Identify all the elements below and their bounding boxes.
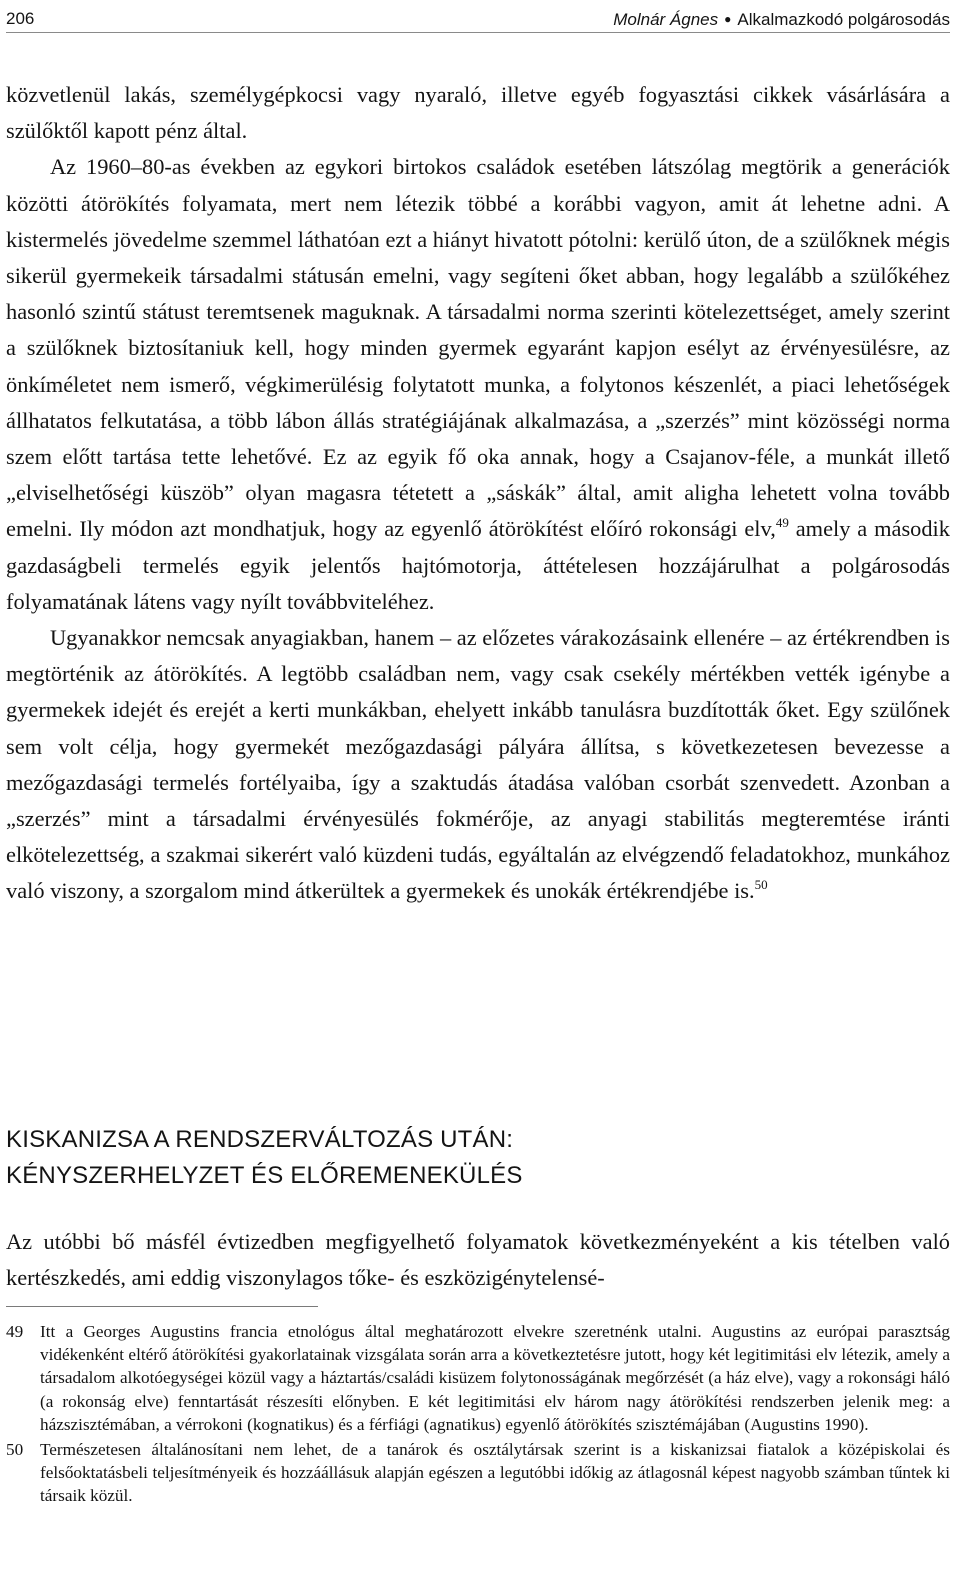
paragraph-2-text-a: Az 1960–80-as években az egykori birtokos családok esetében látszólag megtörik a generációk közötti átörökítés folyamata, mert nem létezik többé a korábbi vagyon, amit át lehetne adni. A kistermelés jövedelme szemmel láthatóan ezt a hiányt hivatott pótolni: kerülő úton, de a szülőknek mégis sikerül gyermekeik társadalmi státusán emelni, vagy segíteni őket abban, hogy legalább a szülőkéhez hasonló szintű státust teremtsenek maguknak. A társadalmi norma szerinti kötelezettséget, amely szerint a szülőknek biztosítaniuk kell, hogy minden gyermek egyaránt kapjon esélyt az érvényesülésre, az önkíméletet nem ismerő, végkimerülésig folytatott munka, a folytonos készenlét, a piaci lehetőségek állhatatos felkutatása, a több lábon állás stratégiájának alkalmazása, a „szerzés” mint közösségi norma szem előtt tartása tette lehetővé. Ez az egyik fő oka annak, hogy a Csajanov-féle, a munkát illető „elviselhetőségi küszöb” olyan magasra tétetett a „sáskák” által, amit aligha lehetett volna tovább emelni. Ily módon azt mondhatjuk, hogy az egyenlő átörökítést előíró rokonsági elv, xyxy=(6,154,950,542)
paragraph-3 xyxy=(6,620,950,910)
running-header xyxy=(6,6,950,33)
running-title xyxy=(613,6,950,33)
footnote-divider xyxy=(6,1306,318,1307)
bullet-separator: ● xyxy=(724,12,732,26)
section-intro-paragraph: Az utóbbi bő másfél évtizedben megfigyelhető folyamatok következményeként a kis tételben való kertészkedés, ami eddig viszonylagos tőke- és eszközigénytelensé- xyxy=(6,1229,950,1291)
section-heading-line-2: KÉNYSZERHELYZET ÉS ELŐREMENEKÜLÉS xyxy=(6,1162,523,1189)
paragraph-2 xyxy=(6,149,950,620)
paragraph-1: közvetlenül lakás, személygépkocsi vagy nyaraló, illetve egyéb fogyasztási cikkek vásárlására a szülőktől kapott pénz által. xyxy=(6,82,950,144)
footnote-text: Természetesen általánosítani nem lehet, de a tanárok és osztálytársak szerint is a kiskanizsai fiatalok a középiskolai és felsőoktatásbeli teljesítményeik és hozzáállásuk alapján egészen a legutóbbi időkig az átlagosnál képest nagyobb számban tűntek ki társaik közül. xyxy=(40,1440,950,1506)
footnote-number: 49 xyxy=(6,1322,24,1341)
page-number: 206 xyxy=(6,9,35,28)
footnote-number: 50 xyxy=(6,1440,24,1460)
footnote-50 xyxy=(6,1438,950,1508)
body-text xyxy=(6,77,950,910)
footnote-49 xyxy=(6,1320,950,1436)
paragraph-3-text: Ugyanakkor nemcsak anyagiakban, hanem – az előzetes várakozásaink ellenére – az értékrendben is megtörténik az átörökítés. A legtöbb családban nem, vagy csak csekély mértékben vették igénybe a gyermekek idejét és erejét a kerti munkákban, ehelyett inkább tanulásra buzdították őket. Egy szülőnek sem volt célja, hogy gyermekét mezőgazdasági pályára állítsa, s következetesen bevezesse a mezőgazdasági termelés fortélyaiba, így a szaktudás átadása valóban csorbát szenvedett. Azonban a „szerzés” mint a társadalmi érvényesülés fokmérője, az anyagi stabilitás megteremtése iránti elkötelezettség, a szakmai sikerért való küzdeni tudás, egyáltalán az elvégzendő feladatokhoz, munkához való viszony, a szorgalom mind átkerültek a gyermekek és unokák értékrendjébe is. xyxy=(6,625,950,904)
section-heading xyxy=(6,1122,950,1194)
footnote-text: Itt a Georges Augustins francia etnológus által meghatározott elvekre szeretnénk utalni. Augustins az európai parasztság vidékenként eltérő átörökítési gyakorlatainak vizsgálata során arra a következtetésre jutott, hogy két legitimitási elv létezik, amely a társadalom alkotóegységei közül vagy a háztartás/családi kisüzem folytonosságának megőrzését (a ház elve), vagy a rokonsági háló (a rokonság elve) fenntartását részesíti előnyben. E két legitimitási elv három nagy átörökítési rendszerben jelenik meg: a házszisztémában, a vérrokoni (kognatikus) és a férfiági (agnatikus) egyenlő átörökítés szisztémájában (Augustins 1990). xyxy=(40,1322,950,1434)
footnote-ref-49[interactable]: 49 xyxy=(775,515,789,531)
section-heading-line-1: KISKANIZSA A RENDSZERVÁLTOZÁS UTÁN: xyxy=(6,1126,514,1153)
footnote-ref-50[interactable]: 50 xyxy=(754,877,768,893)
footnotes xyxy=(6,1320,950,1510)
header-author: Molnár Ágnes xyxy=(613,10,719,29)
header-title: Alkalmazkodó polgárosodás xyxy=(737,10,950,29)
paragraph-2-text-b: amely a második gazdaságbeli termelés egyik jelentős hajtómotorja, áttételesen hozzájárulhat a polgárosodás folyamatának látens vagy nyílt továbbviteléhez. xyxy=(6,516,950,614)
